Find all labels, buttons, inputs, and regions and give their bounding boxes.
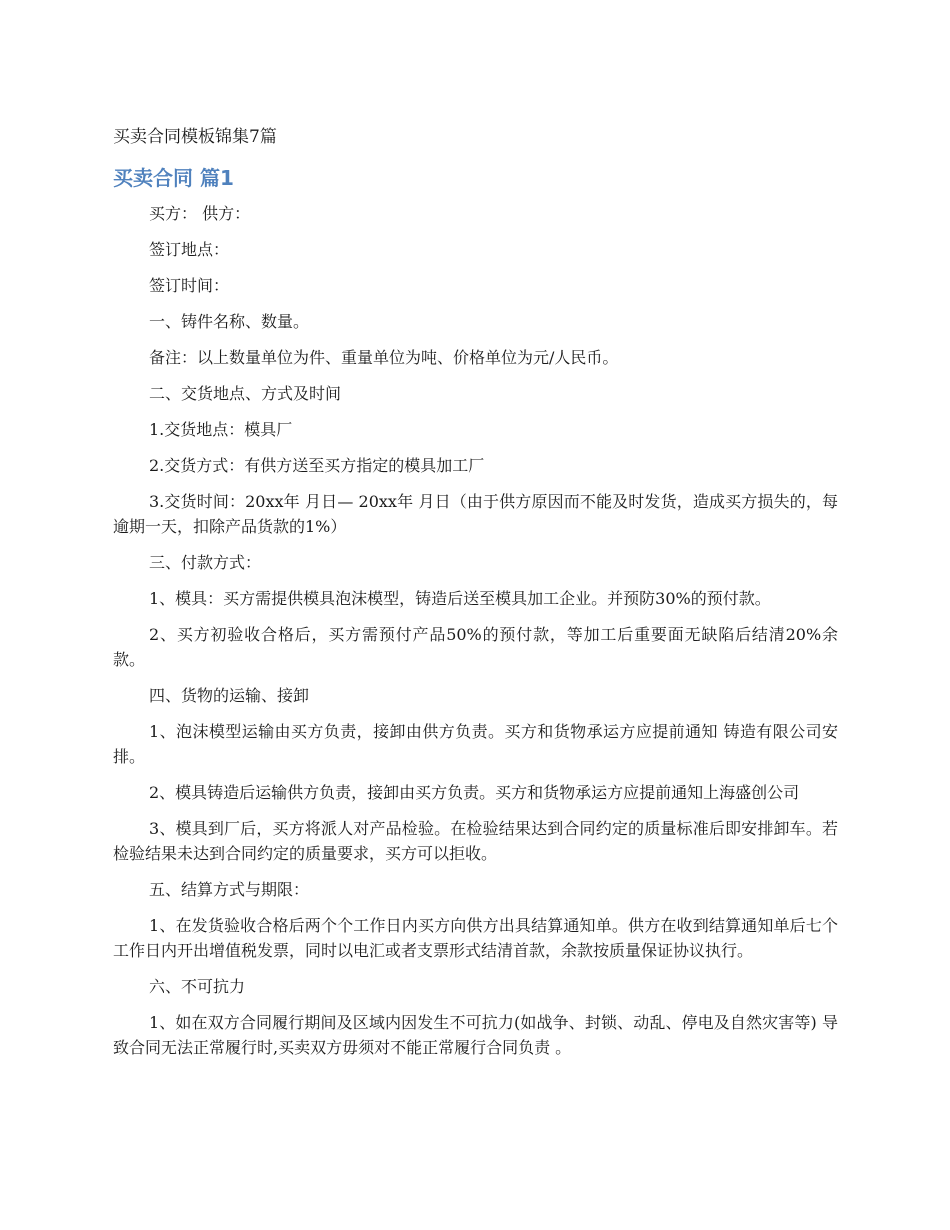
paragraph-delivery-method: 2.交货方式：有供方送至买方指定的模具加工厂 (149, 456, 485, 475)
section-heading: 买卖合同 篇1 (113, 166, 234, 190)
paragraph-transport-mold: 2、模具铸造后运输供方负责，接卸由买方负责。买方和货物承运方应提前通知上海盛创公司 (149, 783, 800, 802)
paragraph-transport-foam: 1、泡沫模型运输由买方负责，接卸由供方负责。买方和货物承运方应提前通知 铸造有限公司安排。 (113, 722, 838, 766)
clause-1-heading: 一、铸件名称、数量。 (149, 312, 310, 331)
paragraph-sign-place: 签订地点： (149, 240, 230, 259)
clause-5-heading: 五、结算方式与期限： (149, 880, 310, 899)
paragraph-note: 备注：以上数量单位为件、重量单位为吨、价格单位为元/人民币。 (149, 348, 619, 367)
paragraph-delivery-place: 1.交货地点：模具厂 (149, 420, 293, 439)
paragraph-force-majeure: 1、如在双方合同履行期间及区域内因发生不可抗力(如战争、封锁、动乱、停电及自然灾害等) 导致合同无法正常履行时,买卖双方毋须对不能正常履行合同负责 。 (113, 1013, 838, 1057)
paragraph-settlement: 1、在发货验收合格后两个个工作日内买方向供方出具结算通知单。供方在收到结算通知单后七个工作日内开出增值税发票，同时以电汇或者支票形式结清首款，余款按质量保证协议执行。 (113, 916, 838, 960)
paragraph-delivery-time: 3.交货时间：20xx年 月日— 20xx年 月日（由于供方原因而不能及时发货，造成买方损失的，每逾期一天，扣除产品货款的1%） (113, 492, 838, 536)
clause-4-heading: 四、货物的运输、接卸 (149, 686, 310, 705)
document-title: 买卖合同模板锦集7篇 (113, 127, 277, 147)
clause-6-heading: 六、不可抗力 (149, 977, 246, 996)
paragraph-sign-time: 签订时间： (149, 276, 230, 295)
paragraph-payment-prepay: 2、买方初验收合格后，买方需预付产品50%的预付款，等加工后重要面无缺陷后结清20%余款。 (113, 625, 838, 669)
document-body (113, 201, 838, 1071)
paragraph-buyer-supplier: 买方： 供方： (149, 204, 251, 223)
clause-2-heading: 二、交货地点、方式及时间 (149, 384, 342, 403)
clause-3-heading: 三、付款方式： (149, 553, 262, 572)
paragraph-inspection: 3、模具到厂后，买方将派人对产品检验。在检验结果达到合同约定的质量标准后即安排卸车。若检验结果未达到合同约定的质量要求，买方可以拒收。 (113, 819, 838, 863)
paragraph-payment-mold: 1、模具：买方需提供模具泡沫模型，铸造后送至模具加工企业。并预防30%的预付款。 (149, 589, 771, 608)
